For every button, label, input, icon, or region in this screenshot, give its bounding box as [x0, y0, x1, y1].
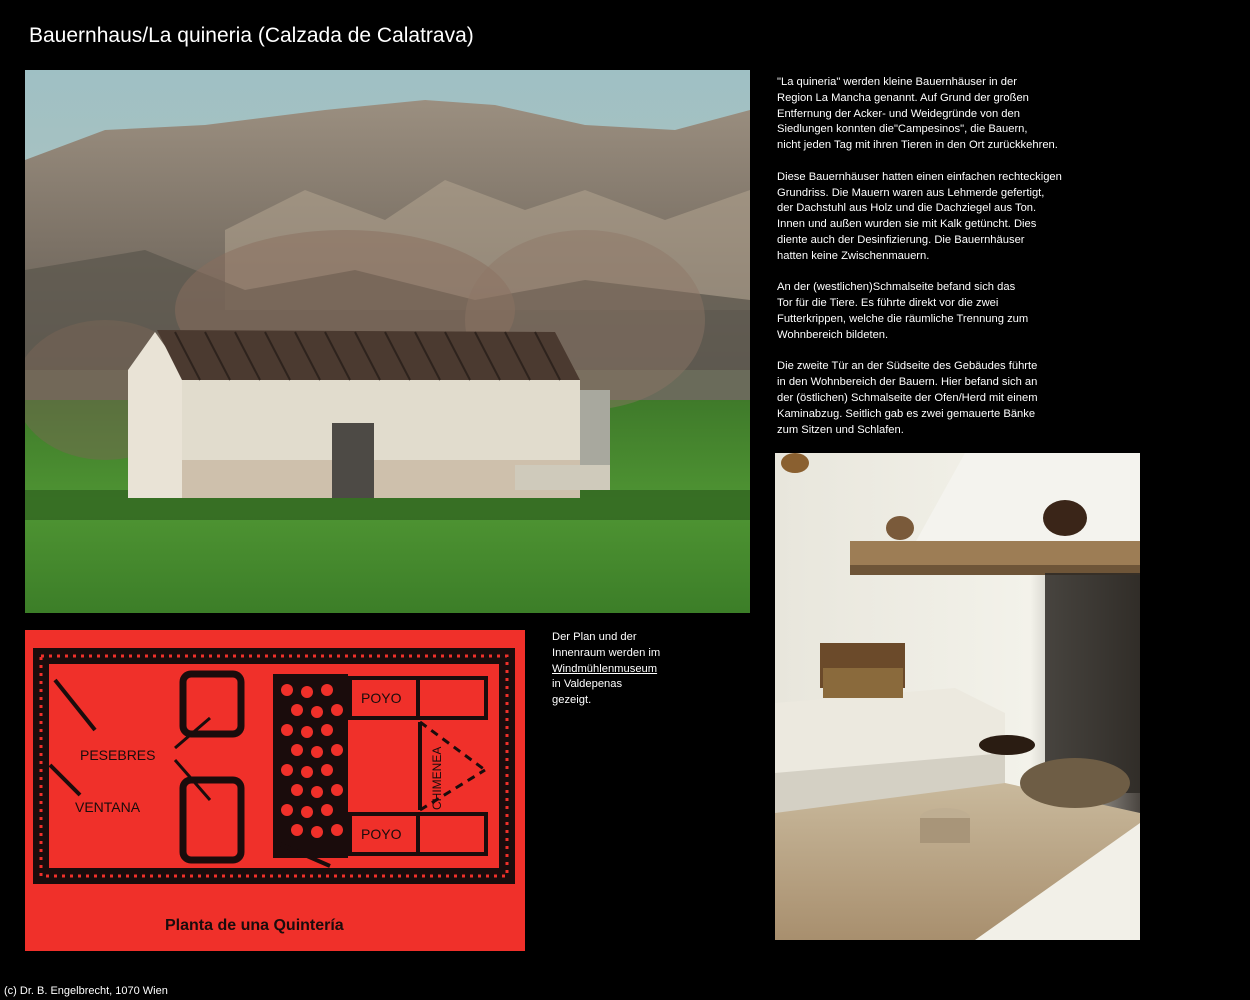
- caption-line: in Valdepenas: [552, 678, 623, 691]
- description-line: Tor für die Tiere. Es führte direkt vor die zwei: [777, 297, 999, 310]
- description-paragraph: [777, 75, 1107, 154]
- plan-label-ventana: VENTANA: [75, 799, 141, 815]
- description-paragraph: [777, 170, 1107, 265]
- description-line: in den Wohnbereich der Bauern. Hier befand sich an: [777, 376, 1038, 389]
- description-line: Entfernung der Acker- und Weidegründe von den: [777, 107, 1020, 120]
- description-line: nicht jeden Tag mit ihren Tieren in den Ort zurückkehren.: [777, 139, 1058, 152]
- description-line: Futterkrippen, welche die räumliche Trennung zum: [777, 312, 1029, 325]
- description-line: der Dachstuhl aus Holz und die Dachziegel aus Ton.: [777, 202, 1037, 215]
- caption-line: gezeigt.: [552, 694, 592, 707]
- plan-label-poyo-bottom: POYO: [361, 826, 402, 842]
- windmill-museum-link[interactable]: Windmühlenmuseum: [552, 662, 658, 675]
- description-line: Innen und außen wurden sie mit Kalk getüncht. Dies: [777, 218, 1037, 231]
- plan-label-chimenea: CHIMENEA: [430, 746, 444, 810]
- description-line: Die zweite Tür an der Südseite des Gebäudes führte: [777, 360, 1038, 373]
- description-line: "La quineria" werden kleine Bauernhäuser in der: [777, 76, 1017, 88]
- plan-caption: Planta de una Quintería: [165, 917, 344, 934]
- description-paragraph: [777, 280, 1107, 343]
- description-line: Grundriss. Die Mauern waren aus Lehmerde gefertigt,: [777, 186, 1045, 199]
- farmhouse-photo: [25, 70, 750, 613]
- description-line: zum Sitzen und Schlafen.: [777, 423, 904, 436]
- interior-photo: [775, 453, 1140, 940]
- description-line: hatten keine Zwischenmauern.: [777, 249, 930, 262]
- description-line: Wohnbereich bildeten.: [777, 328, 889, 341]
- description-line: Kaminabzug. Seitlich gab es zwei gemauerte Bänke: [777, 407, 1036, 420]
- copyright-footer: (c) Dr. B. Engelbrecht, 1070 Wien: [4, 985, 168, 997]
- description-text: [777, 75, 1107, 454]
- floor-plan-photo: [25, 630, 525, 951]
- description-line: diente auch der Desinfizierung. Die Bauernhäuser: [777, 233, 1025, 246]
- description-line: Siedlungen konnten die"Campesinos", die Bauern,: [777, 123, 1028, 136]
- plan-label-pesebres: PESEBRES: [80, 747, 156, 763]
- description-line: Region La Mancha genannt. Auf Grund der großen: [777, 91, 1029, 104]
- page-title: Bauernhaus/La quineria (Calzada de Calatrava): [29, 24, 474, 47]
- plan-label-poyo-top: POYO: [361, 690, 402, 706]
- description-paragraph: [777, 359, 1107, 438]
- description-line: An der (westlichen)Schmalseite befand sich das: [777, 281, 1016, 294]
- caption-line: Innenraum werden im: [552, 646, 661, 659]
- plan-caption-text: [552, 630, 692, 709]
- description-line: Diese Bauernhäuser hatten einen einfachen rechteckigen: [777, 170, 1062, 183]
- description-line: der (östlichen) Schmalseite der Ofen/Herd mit einem: [777, 391, 1038, 404]
- caption-line: Der Plan und der: [552, 631, 637, 643]
